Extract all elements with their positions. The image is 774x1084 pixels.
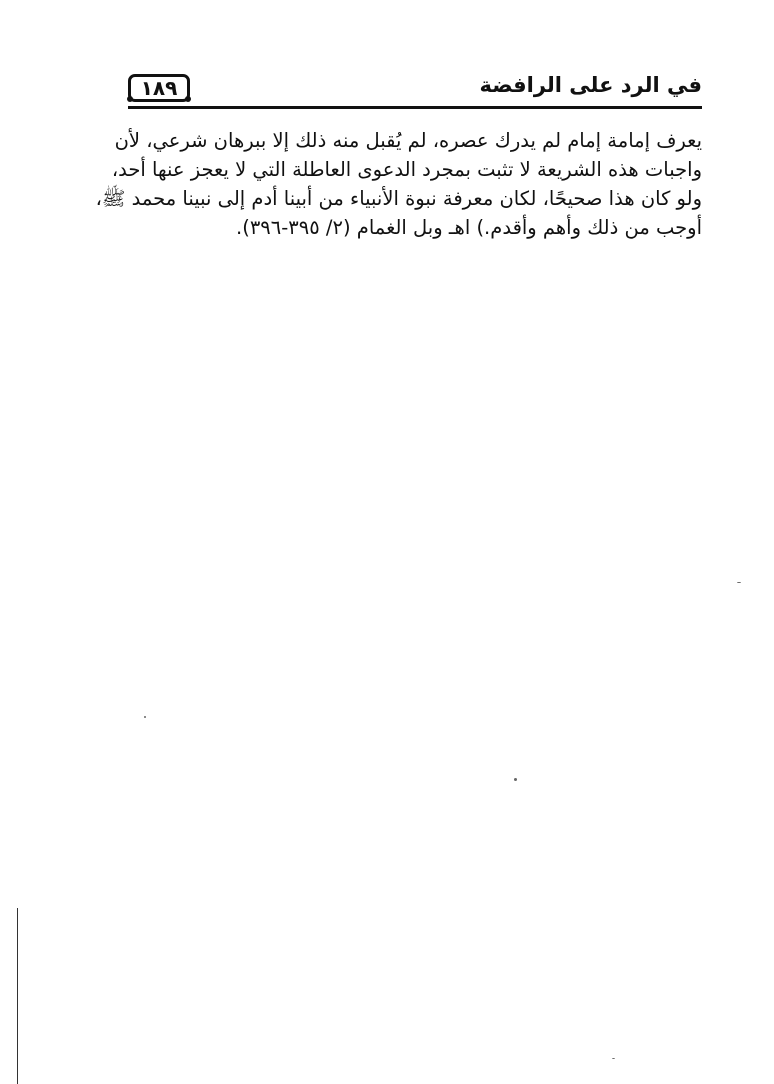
scan-speck bbox=[612, 1058, 615, 1059]
scan-edge-line bbox=[17, 908, 18, 1084]
body-text bbox=[95, 126, 702, 242]
page-number: ١٨٩ bbox=[128, 74, 190, 102]
text-line: ولو كان هذا صحيحًا، لكان معرفة نبوة الأنبياء من أبينا أدم إلى نبينا محمد ﷺ، bbox=[95, 187, 702, 210]
text-line: واجبات هذه الشريعة لا تثبت بمجرد الدعوى العاطلة التي لا يعجز عنها أحد، bbox=[111, 158, 702, 181]
scan-speck bbox=[737, 582, 741, 583]
running-title: في الرد على الرافضة bbox=[479, 73, 702, 97]
text-line: أوجب من ذلك وأهم وأقدم.) اهـ وبل الغمام (٢/ ٣٩٥-٣٩٦). bbox=[236, 216, 702, 239]
text-line: يعرف إمامة إمام لم يدرك عصره، لم يُقبل منه ذلك إلا ببرهان شرعي، لأن bbox=[114, 129, 702, 152]
page-header bbox=[128, 66, 702, 106]
header-rule bbox=[128, 106, 702, 109]
scan-speck bbox=[514, 778, 517, 781]
scan-speck bbox=[144, 716, 146, 718]
